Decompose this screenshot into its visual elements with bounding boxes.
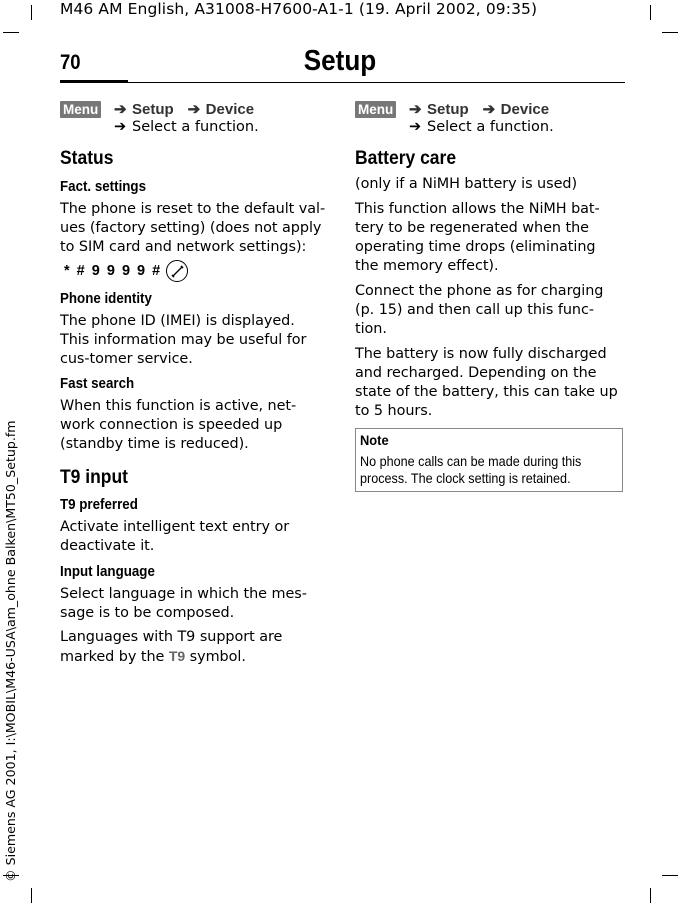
menu-instruction [409,118,554,136]
section-heading-t9-input: T9 input [60,467,128,488]
fast-search-text: When this function is active, net-work connection is speeded up (standby time is reduced). [60,398,297,452]
subheading-t9-preferred: T9 preferred [60,497,138,513]
right-column [355,101,621,492]
arrow-icon: ➔ [482,101,496,118]
t9-preferred-text: Activate intelligent text entry or deactivate it. [60,519,290,554]
arrow-icon: ➔ [409,119,422,135]
side-copyright-note: © Siemens AG 2001, I:\MOBIL\M46-USA\am_ohne Balken\MT50_Setup.fm [3,420,18,882]
document-header: M46 AM English, A31008-H7600-A1-1 (19. April 2002, 09:35) [60,0,538,18]
arrow-icon: ➔ [114,119,127,135]
section-heading-status: Status [60,148,114,169]
menu-path-steps [409,101,549,119]
title-rule [60,82,625,83]
menu-key: Menu [355,101,396,118]
battery-function-text: This function allows the NiMH bat-tery to be regenerated when the operating time drops (eliminating the memory effect). [355,201,600,274]
crop-mark [3,32,19,33]
fact-settings-text: The phone is reset to the default val-ues (factory setting) (does not apply to SIM card and network settings): [60,201,326,255]
menu-path-steps [114,101,254,119]
instruction-text: Select a function. [132,119,259,135]
left-column [60,101,326,667]
t9-symbol: T9 [168,648,186,664]
menu-instruction [114,118,259,136]
note-box [355,428,623,492]
arrow-icon: ➔ [409,101,422,118]
menu-path [355,101,621,141]
section-heading-battery-care: Battery care [355,148,457,169]
crop-mark [662,875,678,876]
note-text: No phone calls can be made during this process. The clock setting is retained. [360,453,582,486]
subheading-phone-identity: Phone identity [60,291,152,307]
input-language-text: Select language in which the mes-sage is to be composed. [60,586,307,621]
subheading-fast-search: Fast search [60,376,135,392]
arrow-icon: ➔ [187,101,201,118]
battery-connect-text: Connect the phone as for charging (p. 15) and then call up this func-tion. [355,283,604,337]
crop-mark [31,888,32,903]
phone-identity-text: The phone ID (IMEI) is displayed. This information may be useful for cus-tomer service. [60,313,307,367]
subheading-fact-settings: Fact. settings [60,179,146,195]
call-icon [166,260,188,282]
note-title: Note [360,432,389,448]
menu-path [60,101,326,141]
t9-languages-text: Languages with T9 support are marked by the T9 symbol. [60,629,283,665]
arrow-icon: ➔ [114,101,127,118]
menu-key: Menu [60,101,101,118]
menu-step-setup: Setup [132,101,174,118]
crop-mark [662,32,678,33]
crop-mark [650,5,651,20]
menu-step-setup: Setup [427,101,469,118]
battery-condition-text: (only if a NiMH battery is used) [355,176,578,192]
page-number: 70 [60,51,81,74]
instruction-text: Select a function. [427,119,554,135]
subheading-input-language: Input language [60,564,155,580]
page-title: Setup [303,45,377,77]
battery-discharge-text: The battery is now fully discharged and recharged. Depending on the state of the battery, this can take up to 5 hours. [355,346,618,419]
crop-mark [650,888,651,903]
reset-code-keys: * # 9 9 9 9 # [64,263,162,279]
menu-step-device: Device [500,101,550,118]
menu-step-device: Device [205,101,255,118]
crop-mark [31,5,32,20]
reset-code [60,259,326,283]
